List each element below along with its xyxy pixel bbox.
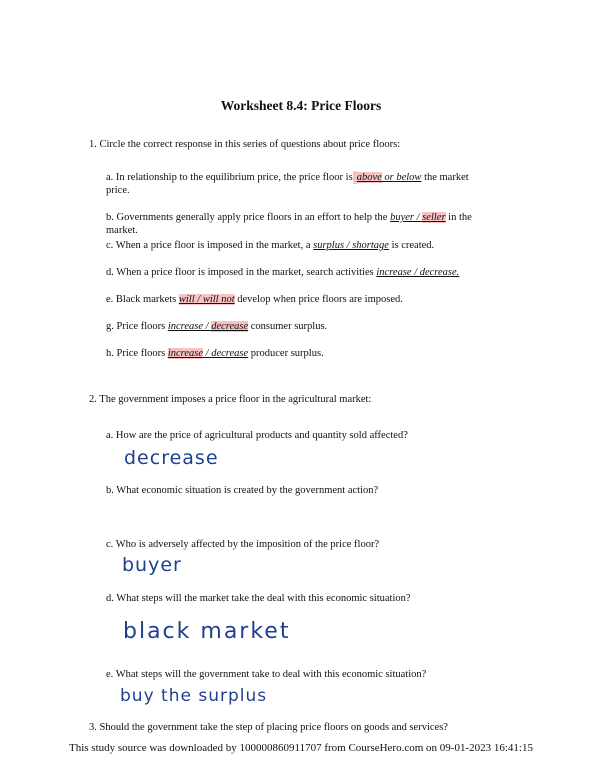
handwritten-answer-2c: buyer: [122, 554, 182, 576]
page-title: Worksheet 8.4: Price Floors: [220, 98, 382, 113]
question-3-prompt: 3. Should the government take the step of placing price floors on goods and services?: [89, 722, 448, 733]
question-1b-line2: market.: [106, 225, 138, 236]
option-above: above: [356, 172, 382, 183]
question-2e: e. What steps will the government take to deal with this economic situation?: [106, 669, 427, 680]
question-1c: c. When a price floor is imposed in the market, a surplus / shortage is created.: [106, 240, 435, 251]
option-decrease: decrease: [211, 348, 249, 359]
question-1g: g. Price floors increase / decrease consumer surplus.: [106, 321, 328, 332]
question-2d: d. What steps will the market take the deal with this economic situation?: [106, 593, 411, 604]
option-below: or below: [381, 172, 422, 183]
question-1e: e. Black markets will / will not develop when price floors are imposed.: [106, 294, 403, 305]
option-increase-decrease: increase / decrease.: [376, 267, 460, 278]
option-surplus-shortage: surplus / shortage: [313, 240, 389, 251]
handwritten-answer-2d: black market: [123, 619, 291, 644]
option-will-will-not: will / will not: [178, 294, 235, 305]
question-1a-line2: price.: [106, 185, 130, 196]
question-1d: d. When a price floor is imposed in the market, search activities increase / decrease.: [106, 267, 460, 278]
question-1-prompt: 1. Circle the correct response in this series of questions about price floors:: [89, 139, 401, 150]
option-increase: increase: [167, 321, 204, 332]
option-seller: seller: [422, 212, 446, 223]
handwritten-answer-2a: decrease: [124, 447, 219, 469]
download-footer: This study source was downloaded by 100000860911707 from CourseHero.com on 09-01-2023 16:41:15: [69, 742, 533, 754]
option-increase: increase: [167, 348, 204, 359]
option-buyer: buyer: [390, 212, 415, 223]
question-1a: a. In relationship to the equilibrium price, the price floor is above or below the market: [106, 172, 469, 183]
option-decrease: decrease: [211, 321, 249, 332]
question-1h: h. Price floors increase / decrease producer surplus.: [106, 348, 324, 359]
handwritten-answer-2e: buy the surplus: [120, 686, 268, 706]
question-1b: b. Governments generally apply price floors in an effort to help the buyer / seller in the: [106, 212, 472, 223]
question-2-prompt: 2. The government imposes a price floor in the agricultural market:: [89, 394, 372, 405]
question-2a: a. How are the price of agricultural products and quantity sold affected?: [106, 430, 408, 441]
question-2c: c. Who is adversely affected by the imposition of the price floor?: [106, 539, 380, 550]
question-2b: b. What economic situation is created by the government action?: [106, 485, 379, 496]
